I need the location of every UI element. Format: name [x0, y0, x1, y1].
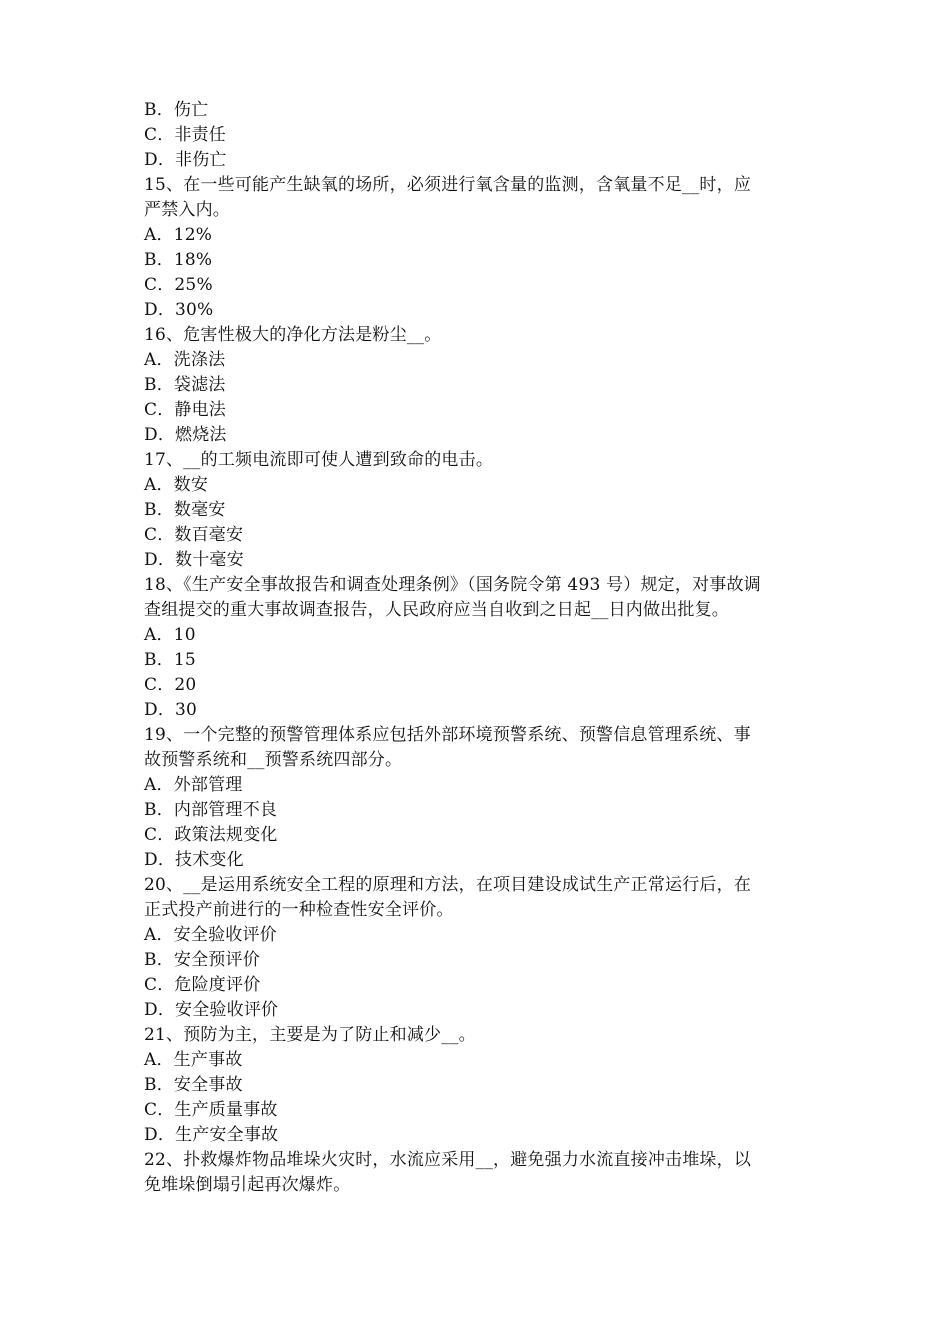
question-text-line: 查组提交的重大事故调查报告，人民政府应当自收到之日起__日内做出批复。 [144, 600, 729, 620]
option-line: C．生产质量事故 [144, 1100, 278, 1120]
option-line: D．非伤亡 [144, 150, 227, 170]
question-text-line: 15、在一些可能产生缺氧的场所，必须进行氧含量的监测，含氧量不足__时，应 [144, 175, 752, 195]
option-line: B．18% [144, 250, 213, 270]
option-line: D．生产安全事故 [144, 1125, 279, 1145]
question-text-line: 22、扑救爆炸物品堆垛火灾时，水流应采用__，避免强力水流直接冲击堆垛，以 [144, 1150, 752, 1170]
option-line: A．12% [144, 225, 213, 245]
option-line: C．非责任 [144, 125, 227, 145]
question-text-line: 20、__是运用系统安全工程的原理和方法，在项目建设成试生产正常运行后，在 [144, 875, 752, 895]
option-line: D．数十毫安 [144, 550, 244, 570]
option-line: B．伤亡 [144, 100, 209, 120]
question-text-line: 16、危害性极大的净化方法是粉尘__。 [144, 325, 442, 345]
option-line: B．安全预评价 [144, 950, 260, 970]
option-line: A．洗涤法 [144, 350, 226, 370]
question-22 [144, 1148, 812, 1198]
option-line: A．安全验收评价 [144, 925, 277, 945]
option-line: B．15 [144, 650, 196, 670]
option-line: B．安全事故 [144, 1075, 243, 1095]
option-line: A．数安 [144, 475, 209, 495]
option-line: D．30% [144, 300, 214, 320]
question-20 [144, 873, 812, 1023]
option-line: A．外部管理 [144, 775, 243, 795]
question-text-line: 18、《生产安全事故报告和调查处理条例》（国务院令第 493 号）规定，对事故调 [144, 575, 761, 595]
question-17 [144, 448, 812, 573]
option-line: A．10 [144, 625, 196, 645]
option-line: C．数百毫安 [144, 525, 244, 545]
option-line: C．20 [144, 675, 197, 695]
option-line: A．生产事故 [144, 1050, 243, 1070]
option-line: B．袋滤法 [144, 375, 226, 395]
document-page [144, 98, 812, 1198]
question-21 [144, 1023, 812, 1148]
question-18 [144, 573, 812, 723]
option-line: D．30 [144, 700, 198, 720]
question-text-line: 21、预防为主，主要是为了防止和减少__。 [144, 1025, 476, 1045]
question-15 [144, 173, 812, 323]
question-text-line: 免堆垛倒塌引起再次爆炸。 [144, 1175, 351, 1195]
option-line: C．25% [144, 275, 213, 295]
question-text-line: 严禁入内。 [144, 200, 230, 220]
question-text-line: 故预警系统和__预警系统四部分。 [144, 750, 403, 770]
option-line: B．内部管理不良 [144, 800, 278, 820]
question-16 [144, 323, 812, 448]
question-text-line: 正式投产前进行的一种检查性安全评价。 [144, 900, 454, 920]
option-line: B．数毫安 [144, 500, 226, 520]
option-line: D．安全验收评价 [144, 1000, 279, 1020]
option-line: D．技术变化 [144, 850, 244, 870]
option-line: C．政策法规变化 [144, 825, 278, 845]
option-line: C．静电法 [144, 400, 227, 420]
option-line: D．燃烧法 [144, 425, 227, 445]
question-19 [144, 723, 812, 873]
option-line: C．危险度评价 [144, 975, 261, 995]
question-text-line: 19、一个完整的预警管理体系应包括外部环境预警系统、预警信息管理系统、事 [144, 725, 751, 745]
question-text-line: 17、__的工频电流即可使人遭到致命的电击。 [144, 450, 494, 470]
